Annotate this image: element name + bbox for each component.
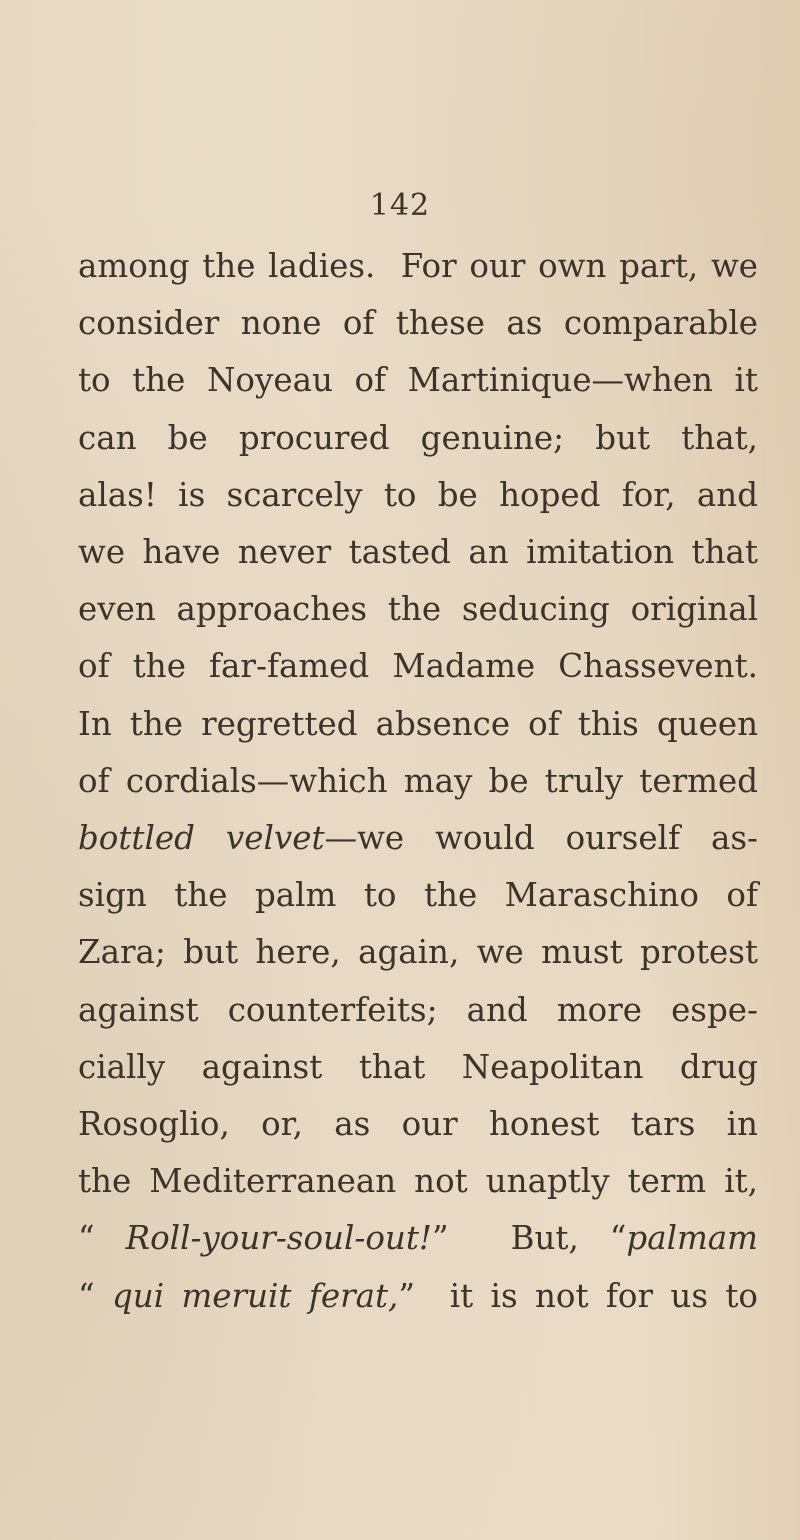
text-run: consider none of these as comparable [78, 304, 758, 343]
text-line [78, 753, 758, 810]
text-line [78, 295, 758, 352]
text-run: alas! is scarcely to be hoped for, and [78, 475, 758, 514]
italic-text: qui meruit ferat, [111, 1276, 399, 1315]
text-line [78, 524, 758, 581]
text-line [78, 638, 758, 695]
text-line [78, 924, 758, 981]
text-run: against counterfeits; and more espe- [78, 990, 758, 1029]
text-run: “ [78, 1219, 126, 1258]
text-run: Zara; but here, again, we must protest [78, 933, 758, 972]
text-run: sign the palm to the Maraschino of [78, 876, 758, 915]
text-run: the Mediterranean not unaptly term it, [78, 1162, 758, 1201]
text-line [78, 1153, 758, 1210]
text-run: can be procured genuine; but that, [78, 418, 758, 457]
text-line [78, 1268, 758, 1325]
body-text [78, 238, 758, 1325]
text-run: even approaches the seducing original [78, 590, 758, 629]
text-line [78, 238, 758, 295]
text-line [78, 867, 758, 924]
text-run: cially against that Neapolitan drug [78, 1047, 758, 1086]
text-line [78, 581, 758, 638]
text-run: of the far-famed Madame Chassevent. [78, 647, 758, 686]
text-line [78, 810, 758, 867]
text-run: “ [78, 1276, 112, 1315]
text-line [78, 1096, 758, 1153]
text-run: —we would ourself as- [324, 819, 758, 858]
italic-text: Roll-your-soul-out! [125, 1219, 432, 1258]
text-line [78, 1039, 758, 1096]
text-line [78, 1210, 758, 1267]
text-line [78, 696, 758, 753]
page-number: 142 [369, 188, 431, 223]
text-run: to the Noyeau of Martinique—when it [78, 361, 758, 400]
text-run: ” But, “ [431, 1219, 627, 1258]
text-line [78, 410, 758, 467]
text-line [78, 352, 758, 409]
text-run: we have never tasted an imitation that [78, 533, 758, 572]
text-line [78, 982, 758, 1039]
text-run: Rosoglio, or, as our honest tars in [78, 1105, 758, 1144]
italic-text: bottled velvet [78, 819, 325, 858]
text-line [78, 467, 758, 524]
text-run: among the ladies. For our own part, we [78, 247, 758, 285]
text-run: of cordials—which may be truly termed [78, 761, 758, 800]
italic-text: palmam [626, 1219, 758, 1258]
text-run: ” it is not for us to [398, 1276, 758, 1315]
text-run: In the regretted absence of this queen [78, 704, 758, 743]
